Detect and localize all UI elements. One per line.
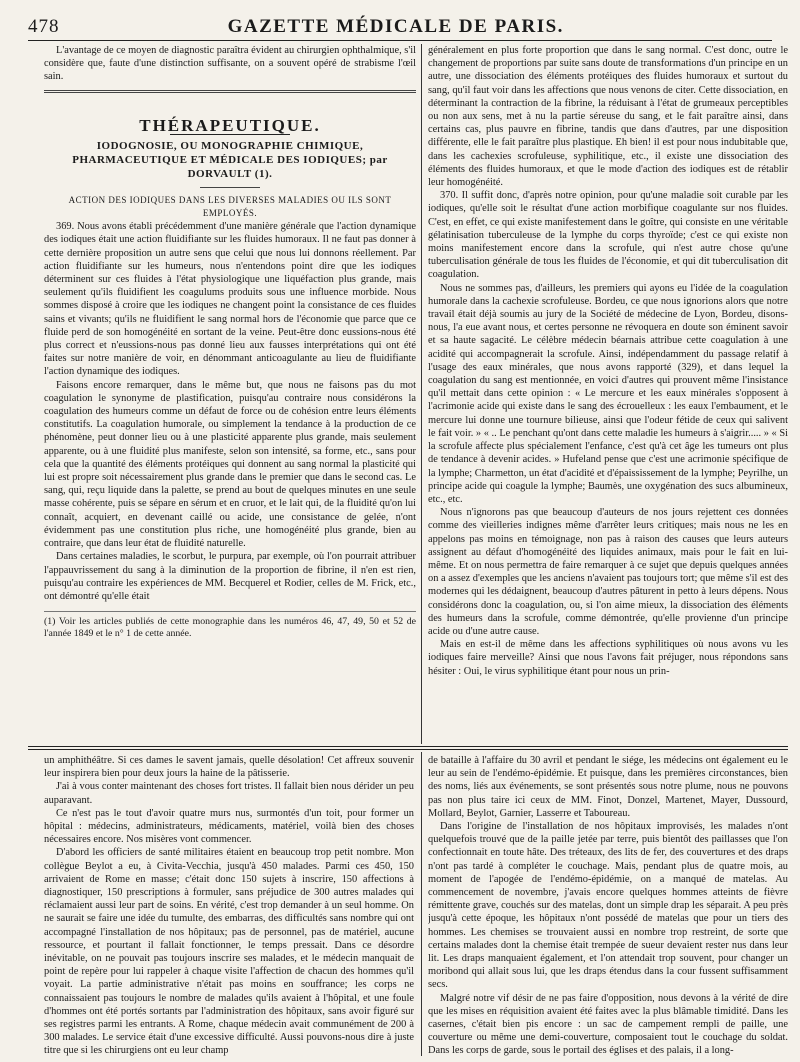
feuilleton-left-column <box>44 754 414 1056</box>
paragraph: Faisons encore remarquer, dans le même but, que nous ne faisons pas du mot coagulation le synonyme de plastification, puisqu'au contraire nous considérons la coagulation des humeurs comme un défaut de force ou de cohésion entre leurs éléments constitutifs. La coagulation humorale, ou simplement la tendance à la production de ce phénomène, peut donner lieu ou à une plasticité apparente plus grande, mais seulement apparente, ou à une fluidité plus manifeste, selon son intensité, sa forme, etc., sans pour cela que la quantité des éléments protéiques qui donnent au sang normal la plasticité qui lui est propre soit nécessairement plus grande dans le premier que dans le second cas. Le sang, qui, reçu liquide dans la palette, se prend au bout de quelques minutes en une seule masse cohérente, puis se sépare en sérum et en cruor, et le lait qui, de la fluidité qu'on lui connaît, acquiert, en devenant caillé ou acide, une consistance de gelée, n'ont évidemment pas une constitution plus riche, une homogénéité plus grande, bien au contraire, que dans leur état de fluidité naturelle. <box>44 379 416 550</box>
right-column <box>428 44 788 744</box>
paragraph: de bataille à l'affaire du 30 avril et pendant le siége, les médecins ont également eu le leur au sein de l'endémo-épidémie. Et puisque, dans les premières circonstances, bien des noms, liés aux événements, se sont présentés sous notre plume, nous ne pouvons pas non plus taire ici ceux de MM. Finot, Donzel, Martenet, Mayer, Dussourd, Mollard, Beylot, Garnier, Lasserre et Taboureau. <box>428 755 788 819</box>
paragraph: Ce n'est pas le tout d'avoir quatre murs nus, surmontés d'un toit, pour former un hôpital : médecins, administrateurs, médicaments, matériel, voilà bien des choses nécessaires encore. Nos misères vont commencer. <box>44 807 414 846</box>
column-divider <box>421 44 422 744</box>
paragraph: Nous ne sommes pas, d'ailleurs, les premiers qui ayons eu l'idée de la coagulation humorale dans la cachexie scrofuleuse. Bordeu, ce que nous ignorions alors que notre travail était déjà soumis au jury de la Société de médecine de Lyon, Bordeu, disons-nous, l'a eue avant nous, et certes personne ne révoquera en doute son éminent savoir et sa haute sagacité. Le célèbre médecin béarnais attribue cette coagulation à une acidité qui accompagnerait la scrofule. Ainsi, indépendamment du passage relatif à l'usage des eaux minérales, que nous avons rapporté (329), et dans lequel la coagulation du sang est mentionnée, en voici d'autres qui prouvent même l'insistance qu'il mettait dans cette opinion : « Le mercure et les eaux minérales s'opposent à l'acrimonie acide qui existe dans le sang des écrouelleux : les eaux l'embaument, et le mercure lui donne une tournure bilieuse, ainsi que l'odeur fétide de ceux qui salivent le fait voir. » « .. Le penchant qu'ont dans cette maladie les humeurs à s'aigrir..... » « Si la scrofule affecte plus spécialement l'enfance, c'est qu'à cet âge les tumeurs ont plus de tendance à devenir acides. » Hufeland pense que c'est une acrimonie spécifique de la lymphe; Charmetton, un état d'acidité et d'épaississement de la lymphe; Peyrilhe, un principe acide qui coagule la lymphe; Baumès, une oxygénation des sucs albumineux, etc., etc. <box>428 282 788 505</box>
paragraph: Dans l'origine de l'installation de nos hôpitaux improvisés, les malades n'ont quelquefois trouvé que de la paille jetée par terre, puis bientôt des paillasses que l'on confectionnait en toute hâte. Des tréteaux, des lits de fer, des couvertures et des draps n'ont pas tardé à compléter le couchage. Mais, pendant plus de quatre mois, au moment de l'apogée de l'endémo-épidémie, on a manqué de matelas. Au commencement de novembre, j'avais encore quelques hommes atteints de fièvre rémittente grave, couchés sur des matelas, dont un simple drap les séparait. A peu près jusqu'à cette époque, les hôpitaux n'ont possédé de matelas que pour un tiers des hommes. Les chemises se trouvaient aussi en nombre trop restreint, de sorte que certains malades dont la chemise était trempée de sueur devaient rester nus dans leur lit. Les draps manquaient également, et l'on attendait trop souvent, pour changer un moribond qui allait sous lui, que les draps étendus dans la cour fussent suffisamment secs. <box>428 821 788 991</box>
paragraph: D'abord les officiers de santé militaires étaient en beaucoup trop petit nombre. Mon collègue Beylot a eu, à Civita-Vecchia, jusqu'à 450 malades. Parmi ces 450, 150 arrivaient de Rome en masse; c'était donc 150 sujets à inscrire, 150 affections à diagnostiquer, 150 prescriptions à formuler, sans préjudice de 300 autres malades qui réclamaient aussi leur part de soins. En vérité, c'est trop demander à un seul homme. On ne saurait se faire une idée du tumulte, des embarras, des difficultés sans nombre qui ont accompagné l'installation de nos hôpitaux; pas de personnel, pas de matériel, aucune ressource, et pourtant il fallait fonctionner, le temps pressait. Dans ce désordre inévitable, on ne pouvait pas toujours inscrire ses malades, et le médecin manquait de point de repère pour lui rappeler à chaque visite l'affection de chacun des hommes qu'il voyait. La partie administrative n'était pas moins en souffrance; les corps ne connaissaient pas toujours le nombre de malades qu'ils avaient à l'hôpital, et une foule d'hommes ont été portés sortants par l'administration des hôpitaux, sans avoir figuré sur ses registres parmi les entrants. A Rome, chaque médecin avait communément de 200 à 300 malades. Le service était d'une excessive difficulté. Aussi pouvons-nous dire à juste titre que si les chirurgiens ont eu leur champ <box>44 847 414 1056</box>
page-header <box>28 10 772 41</box>
footnote: (1) Voir les articles publiés de cette monographie dans les numéros 46, 47, 49, 50 et 52 de l'année 1849 et le n° 1 de cette année. <box>44 611 416 640</box>
article-subhead: ACTION DES IODIQUES DANS LES DIVERSES MALADIES OU ILS SONT EMPLOYÉS. <box>68 194 392 219</box>
paragraph: Malgré notre vif désir de ne pas faire d'opposition, nous devons à la vérité de dire que les mises en réquisition avaient été faites avec la plus blâmable timidité. Dans les casernes, c'était bien pis encore : un sac de campement rempli de paille, une couverture ou même une demi-couverture, composaient tout le couchage du soldat. Dans les corps de garde, sous le portail des églises et des palais, il a long- <box>428 992 788 1056</box>
left-column <box>44 44 416 744</box>
feuilleton-right-column <box>428 754 788 1056</box>
paragraph: 370. Il suffit donc, d'après notre opinion, pour qu'une maladie soit curable par les iodiques, qu'elle soit le résultat d'une action morbifique coagulante sur nos fluides. C'est, en effet, ce qui existe manifestement dans le goître, qui consiste en une véritable gélatinisation tuberculeuse de la lymphe du corps thyroïde; c'est ce qui existe non moins manifestement encore dans la scrofule, qui n'est autre chose qu'une tuberculisation générale de tous les fluides de l'économie, et qui dit tuberculisation dit coagulation. <box>428 190 788 281</box>
paragraph: Mais en est-il de même dans les affections syphilitiques où nous avons vu les iodiques faire merveille? Ainsi que nous l'avons fait préjuger, nous répondons sans hésiter : Oui, le virus syphilitique étant pour nous un prin- <box>428 639 788 677</box>
column-divider <box>421 752 422 1056</box>
journal-title: GAZETTE MÉDICALE DE PARIS. <box>227 16 564 37</box>
paragraph: un amphithéâtre. Si ces dames le savent jamais, quelle désolation! Cet affreux souvenir leur inspirera bien pour deux jours la haine de la pâtisserie. <box>44 755 414 780</box>
feuilleton-divider <box>28 746 788 750</box>
page-number: 478 <box>28 16 60 37</box>
section-title: THÉRAPEUTIQUE. <box>139 115 321 135</box>
paragraph: Nous n'ignorons pas que beaucoup d'auteurs de nos jours rejettent ces données comme des vieilleries indignes même d'arrêter leurs critiques; mais nous ne les en appelons pas moins en témoignage, non pas à raison des causes que leurs auteurs assignent au défaut d'homogénéité des liquides animaux, mais pour le fait en lui-même. Et on nous permettra de faire remarquer à ce sujet que depuis quelques années on a assez d'exemples que les anciens n'avaient pas toujours tort; que même s'il est des modernes qui les dédaignent, beaucoup d'autres pâturent in petto à leurs dépens. Nous considérons donc la coagulation, ou, si l'on aime mieux, la dissociation des éléments des humeurs dans la scrofule, comme démontrée, qu'elle provienne d'un principe acide ou d'une autre cause. <box>428 507 788 637</box>
paragraph: Dans certaines maladies, le scorbut, le purpura, par exemple, où l'on pourrait attribuer l'appauvrissement du sang à la diminution de la proportion de fibrine, il n'en est rien, puisqu'au contraire les expériences de MM. Becquerel et Rodier, celles de M. Frick, etc., ont démontré qu'elle était <box>44 551 416 602</box>
intro-paragraph: L'avantage de ce moyen de diagnostic paraîtra évident au chirurgien ophthalmique, s'il considère que, faute d'une distinction suffisante, on a souvent opéré de strabisme l'œil sain. <box>44 45 416 83</box>
article-headline: IODOGNOSIE, OU MONOGRAPHIE CHIMIQUE, PHARMACEUTIQUE ET MÉDICALE DES IODIQUES; par DORVAULT (1). <box>72 139 388 180</box>
paragraph: 369. Nous avons établi précédemment d'une manière générale que l'action dynamique des iodiques était une action fluidifiante sur les fluides humoraux. Il ne faut pas donner à cette dernière proposition un autre sens que celui que nous lui donnons réellement. Par action fluidifiante sur les humeurs, nous n'entendons point dire que les iodiques déterminent sur ces fluides à l'état physiologique une liquéfaction plus grande, mais seulement qu'ils fluidifient les coagulums produits sous une influence morbide. Nous sommes disposé à croire que les iodiques ne changent point la consistance de ces fluides sains et vivants; qu'ils ne fluidifient le sang normal hors de l'économie que parce que ce fluide perd de son homogénéité en sortant de la veine. Peut-être donc eussions-nous été plus correct et n'eussions-nous pas donné lieu aux fausses interprétations qui ont été faites sur notre manière de voir, en dénommant anticoagulante au lieu de fluidifiante l'action dynamique des iodiques. <box>44 221 416 378</box>
paragraph: généralement en plus forte proportion que dans le sang normal. C'est donc, outre le changement de proportions par suite sans doute de transformations d'un principe en un autre, une dissociation des éléments protéiques des fluides humoraux et surtout du sang, qu'il faut voir dans les affections que nous venons de citer. Cette dissociation, en déterminant la contraction de la fibrine, la réduisant à l'état de grumeaux perceptibles ou non aux sens, met à nu la partie séreuse du sang, et le fait paraître ainsi, dans certains cas, plus pauvre en fibrine, tandis que dans d'autres, par une disposition différente, elle le fait paraître plus plastique. Eh bien! il est pour nous indubitable que, dans les cachexies scrofuleuse, syphilitique, etc., il existe une dissociation des éléments des fluides humoraux, et que le mode d'action des iodiques est de rétablir leur homogénéité. <box>428 45 788 189</box>
paragraph: J'ai à vous conter maintenant des choses fort tristes. Il fallait bien nous dérider un peu auparavant. <box>44 781 414 806</box>
